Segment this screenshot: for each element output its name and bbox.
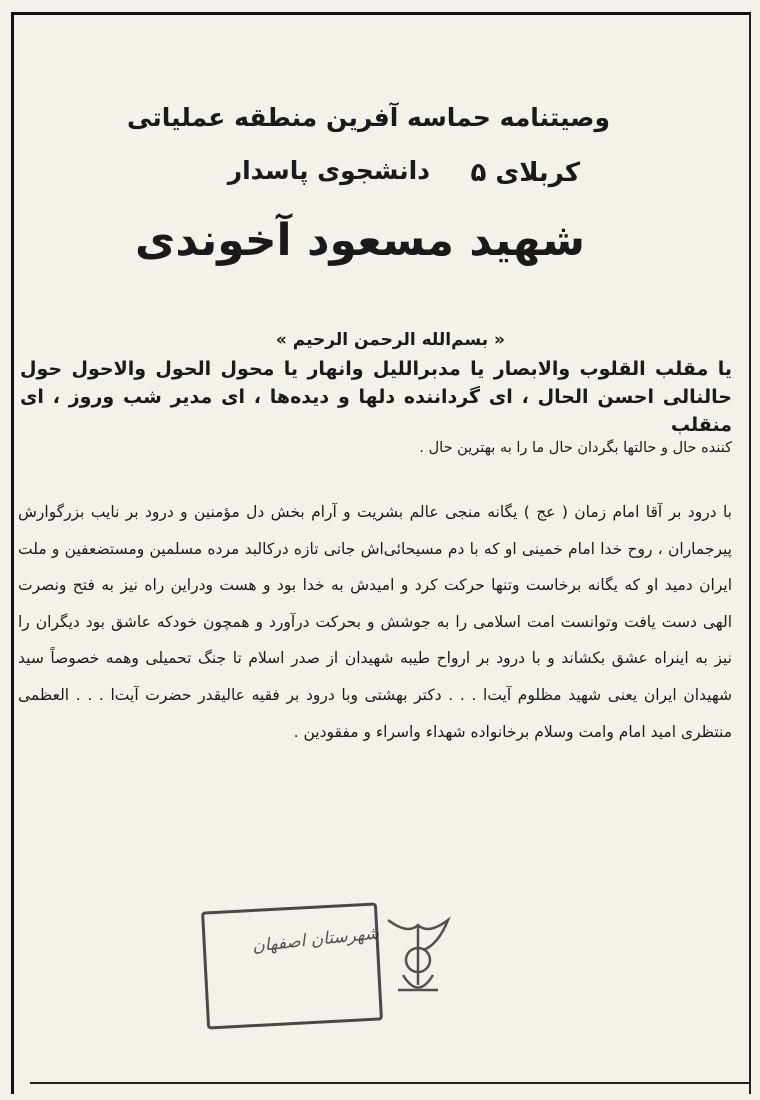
will-body [18, 494, 732, 750]
prayer-closing: کننده حال و حالتها بگردان حال ما را به بهترین حال . [419, 440, 732, 456]
martyr-name: شهید مسعود آخوندی [135, 215, 585, 266]
prayer-text: یا مقلب القلوب والابصار یا مدبراللیل وانهار یا محول الحول والاحول حول حالنالی احسن الحال ، ای گرداننده دلها و دیده‌ها ، ای مدیر شب وروز ، ای منقلب [20, 358, 732, 436]
martyr-role: دانشجوی پاسدار [227, 156, 430, 185]
basmala: « بسم‌الله الرحمن الرحیم » [275, 330, 505, 350]
operation-name: کربلای ۵ [470, 158, 580, 188]
bottom-border [30, 1082, 750, 1084]
official-stamp [201, 902, 383, 1029]
stamp-text: شهرستان اصفهان [251, 923, 380, 957]
document-title-line1: وصیتنامه حماسه آفرین منطقه عملیاتی [127, 103, 610, 132]
will-paragraph: با درود بر آقا امام زمان ( عج ) یگانه منجی عالم بشریت و آرام بخش دل مؤمنین و درود بر نایب بزرگوارش پیرجماران ، روح خدا امام خمینی او که با دم مسیحائی‌اش جانی تازه درکالبد مرده مسلمین ومستضعفین و ملت ایران دمید او که یگانه برخاست وتنها حرکت کرد و امیدش به خدا بود و هست ودراین راه نیز به فتح ونصرت الهی دست یافت وتوانست امت اسلامی را به جوشش و بحرکت درآورد و همچون خودکه عاشق بود دیگران را نیز به اینراه عشق بکشاند و با درود بر ارواح طیبه شهیدان از صدر اسلام تا جنگ تحمیلی وهمه خصوصاً سید شهیدان ایران یعنی شهید مظلوم آیت‌ا . . . دکتر بهشتی وبا درود بر فقیه عالیقدر حضرت آیت‌ا . . . العظمی منتظری امید امام وامت وسلام برخانواده شهداء واسراء و مفقودین . [18, 503, 732, 741]
emblem-stamp-icon [378, 905, 458, 1005]
